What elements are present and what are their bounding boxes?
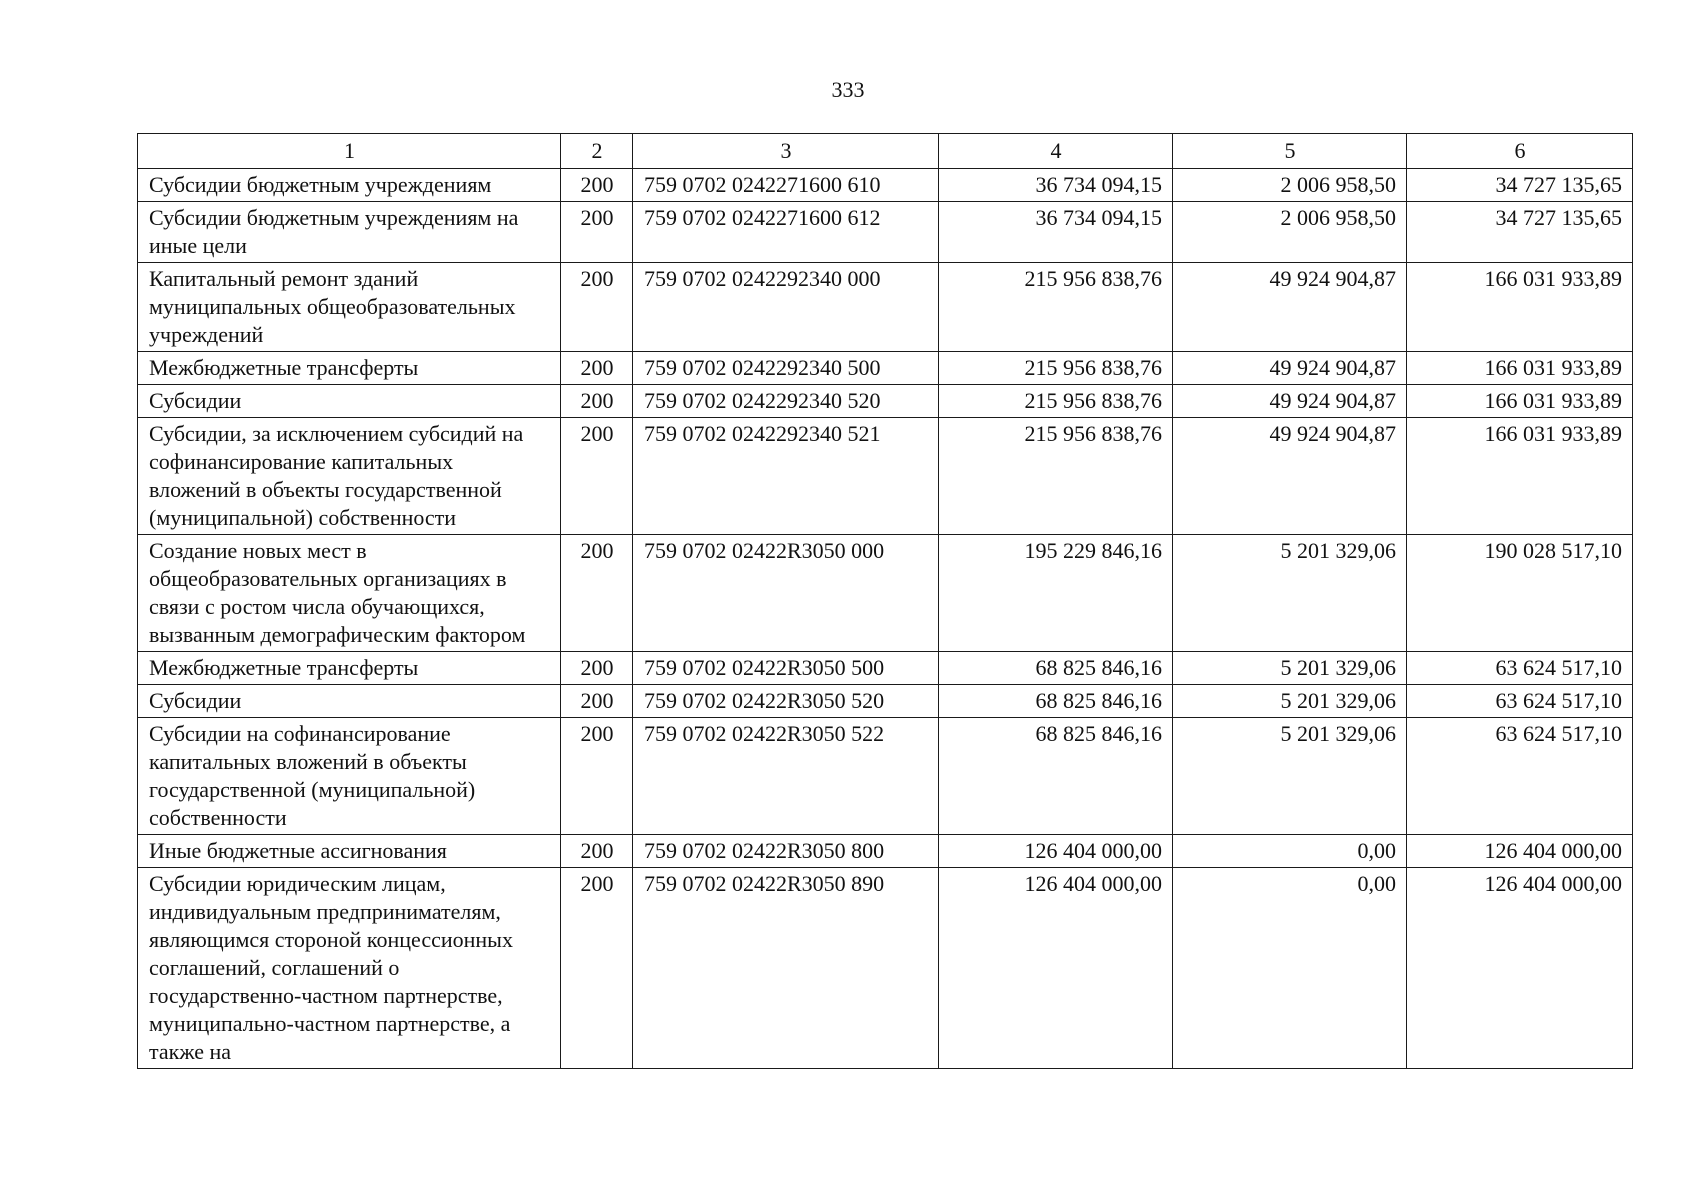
row-amount-approved-cell: 215 956 838,76 <box>939 385 1173 418</box>
row-amount-total-cell: 63 624 517,10 <box>1407 718 1633 835</box>
row-amount-approved-cell: 215 956 838,76 <box>939 418 1173 535</box>
row-code-cell: 200 <box>561 868 633 1069</box>
row-amount-approved-cell: 68 825 846,16 <box>939 652 1173 685</box>
row-amount-change-cell: 2 006 958,50 <box>1173 202 1407 263</box>
row-code-cell: 200 <box>561 685 633 718</box>
row-kbk-cell: 759 0702 02422R3050 520 <box>633 685 939 718</box>
row-kbk-cell: 759 0702 0242292340 000 <box>633 263 939 352</box>
table-row <box>138 835 1633 868</box>
row-amount-total-cell: 126 404 000,00 <box>1407 835 1633 868</box>
column-header: 4 <box>939 134 1173 169</box>
row-amount-change-cell: 49 924 904,87 <box>1173 418 1407 535</box>
row-kbk-cell: 759 0702 02422R3050 800 <box>633 835 939 868</box>
row-kbk-cell: 759 0702 02422R3050 000 <box>633 535 939 652</box>
row-kbk-cell: 759 0702 02422R3050 890 <box>633 868 939 1069</box>
column-header: 2 <box>561 134 633 169</box>
row-amount-approved-cell: 36 734 094,15 <box>939 202 1173 263</box>
table-row <box>138 535 1633 652</box>
row-name-cell: Межбюджетные трансферты <box>138 652 561 685</box>
row-name-cell: Субсидии <box>138 685 561 718</box>
row-amount-total-cell: 166 031 933,89 <box>1407 352 1633 385</box>
column-header: 6 <box>1407 134 1633 169</box>
column-header: 3 <box>633 134 939 169</box>
row-name-cell: Межбюджетные трансферты <box>138 352 561 385</box>
row-amount-total-cell: 166 031 933,89 <box>1407 418 1633 535</box>
column-header: 1 <box>138 134 561 169</box>
row-amount-change-cell: 49 924 904,87 <box>1173 352 1407 385</box>
row-name-cell: Иные бюджетные ассигнования <box>138 835 561 868</box>
row-amount-total-cell: 34 727 135,65 <box>1407 169 1633 202</box>
row-amount-total-cell: 34 727 135,65 <box>1407 202 1633 263</box>
table-row <box>138 202 1633 263</box>
row-amount-total-cell: 166 031 933,89 <box>1407 263 1633 352</box>
row-name-cell: Субсидии <box>138 385 561 418</box>
row-code-cell: 200 <box>561 652 633 685</box>
row-amount-total-cell: 190 028 517,10 <box>1407 535 1633 652</box>
row-amount-approved-cell: 215 956 838,76 <box>939 352 1173 385</box>
table-row <box>138 352 1633 385</box>
row-amount-change-cell: 0,00 <box>1173 868 1407 1069</box>
table-row <box>138 718 1633 835</box>
row-amount-change-cell: 2 006 958,50 <box>1173 169 1407 202</box>
row-code-cell: 200 <box>561 202 633 263</box>
table-row <box>138 263 1633 352</box>
budget-table <box>137 133 1633 1069</box>
row-code-cell: 200 <box>561 835 633 868</box>
table-header-row <box>138 134 1633 169</box>
row-amount-total-cell: 63 624 517,10 <box>1407 652 1633 685</box>
row-code-cell: 200 <box>561 535 633 652</box>
row-kbk-cell: 759 0702 02422R3050 522 <box>633 718 939 835</box>
row-amount-change-cell: 0,00 <box>1173 835 1407 868</box>
row-kbk-cell: 759 0702 0242292340 520 <box>633 385 939 418</box>
table-row <box>138 418 1633 535</box>
row-amount-approved-cell: 68 825 846,16 <box>939 685 1173 718</box>
row-name-cell: Субсидии, за исключением субсидий на софинансирование капитальных вложений в объекты государственной (муниципальной) собственности <box>138 418 561 535</box>
row-code-cell: 200 <box>561 352 633 385</box>
row-amount-change-cell: 5 201 329,06 <box>1173 652 1407 685</box>
row-amount-approved-cell: 126 404 000,00 <box>939 835 1173 868</box>
page-number: 333 <box>831 77 865 102</box>
row-kbk-cell: 759 0702 0242292340 500 <box>633 352 939 385</box>
row-amount-change-cell: 5 201 329,06 <box>1173 685 1407 718</box>
row-name-cell: Субсидии бюджетным учреждениям на иные цели <box>138 202 561 263</box>
row-amount-total-cell: 126 404 000,00 <box>1407 868 1633 1069</box>
table-row <box>138 652 1633 685</box>
column-header: 5 <box>1173 134 1407 169</box>
row-code-cell: 200 <box>561 385 633 418</box>
row-amount-total-cell: 63 624 517,10 <box>1407 685 1633 718</box>
row-amount-approved-cell: 126 404 000,00 <box>939 868 1173 1069</box>
row-amount-approved-cell: 195 229 846,16 <box>939 535 1173 652</box>
row-kbk-cell: 759 0702 0242292340 521 <box>633 418 939 535</box>
table-row <box>138 169 1633 202</box>
row-amount-change-cell: 5 201 329,06 <box>1173 718 1407 835</box>
row-kbk-cell: 759 0702 0242271600 610 <box>633 169 939 202</box>
row-name-cell: Создание новых мест в общеобразовательных организациях в связи с ростом числа обучающихся, вызванным демографическим фактором <box>138 535 561 652</box>
row-name-cell: Субсидии бюджетным учреждениям <box>138 169 561 202</box>
row-name-cell: Субсидии на софинансирование капитальных вложений в объекты государственной (муниципальной) собственности <box>138 718 561 835</box>
table-row <box>138 685 1633 718</box>
table-row <box>138 868 1633 1069</box>
row-code-cell: 200 <box>561 418 633 535</box>
row-code-cell: 200 <box>561 718 633 835</box>
row-kbk-cell: 759 0702 02422R3050 500 <box>633 652 939 685</box>
row-amount-change-cell: 49 924 904,87 <box>1173 263 1407 352</box>
row-amount-approved-cell: 68 825 846,16 <box>939 718 1173 835</box>
row-code-cell: 200 <box>561 169 633 202</box>
row-amount-change-cell: 5 201 329,06 <box>1173 535 1407 652</box>
row-name-cell: Субсидии юридическим лицам, индивидуальным предпринимателям, являющимся стороной концессионных соглашений, соглашений о государственно-частном партнерстве, муниципально-частном партнерстве, а также на <box>138 868 561 1069</box>
row-amount-change-cell: 49 924 904,87 <box>1173 385 1407 418</box>
row-name-cell: Капитальный ремонт зданий муниципальных общеобразовательных учреждений <box>138 263 561 352</box>
row-kbk-cell: 759 0702 0242271600 612 <box>633 202 939 263</box>
row-amount-total-cell: 166 031 933,89 <box>1407 385 1633 418</box>
row-amount-approved-cell: 36 734 094,15 <box>939 169 1173 202</box>
table-row <box>138 385 1633 418</box>
row-code-cell: 200 <box>561 263 633 352</box>
row-amount-approved-cell: 215 956 838,76 <box>939 263 1173 352</box>
